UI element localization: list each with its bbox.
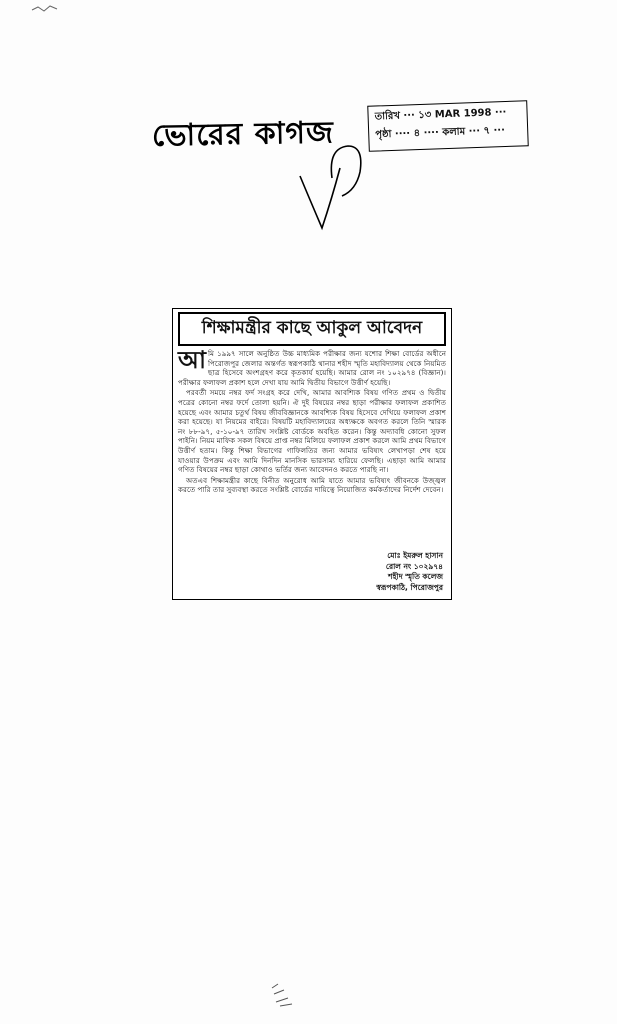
paragraph-1-text: মি ১৯৯৭ সালে অনুষ্ঠিত উচ্চ মাধ্যমিক পরীক্ষার জন্য যশোর শিক্ষা বোর্ডের অধীনে পিরোজপুর জেলার অন্তর্গত স্বরূপকাঠি থানার শহীদ স্মৃতি মহাবিদ্যালয় থেকে নিয়মিত ছাত্র হিসেবে অংশগ্রহণ করে কৃতকার্য হয়েছি। আমার রোল নং ১০২৯৭৪ (বিজ্ঞান)। পরীক্ষার ফলাফল প্রকাশ হলে দেখা যায় আমি দ্বিতীয় বিভাগে উত্তীর্ণ হয়েছি। — [178, 349, 446, 387]
signature-block — [376, 551, 443, 593]
archive-stamp — [367, 100, 529, 152]
scan-footer-mark — [268, 980, 298, 1010]
stamp-date-row: তারিখ ··· ১৩ MAR 1998 ··· — [374, 106, 507, 123]
scan-noise-mark — [30, 4, 60, 14]
signature-roll: রোল নং ১০২৯৭৪ — [385, 561, 443, 571]
stamp-date-value: ১৩ MAR 1998 — [418, 107, 492, 122]
drop-cap: আ — [178, 346, 206, 374]
clipping-body — [178, 346, 446, 495]
stamp-column-label: কলাম — [442, 126, 466, 139]
stamp-column-value: ৭ — [483, 125, 491, 137]
stamp-page-label: পৃষ্ঠা — [375, 128, 392, 141]
clipping-paragraph-3: অতএব শিক্ষামন্ত্রীর কাছে বিনীত অনুরোধ আমি যাতে আমার ভবিষ্যৎ জীবনকে উজ্জ্বল করতে পারি তার সুব্যবস্থা করতে সংশ্লিষ্ট বোর্ডের দায়িত্বে নিয়োজিত কর্মকর্তাদের নির্দেশ দেবেন। — [178, 475, 446, 495]
stamp-date-label: তারিখ — [374, 110, 401, 123]
clipping-headline: শিক্ষামন্ত্রীর কাছে আকুল আবেদন — [178, 312, 446, 346]
signature-location: স্বরূপকাঠি, পিরোজপুর — [376, 582, 443, 592]
newspaper-clipping — [172, 308, 452, 600]
stamp-page-row: পৃষ্ঠা ···· ৪ ···· কলাম ··· ৭ ··· — [375, 125, 506, 141]
stamp-page-value: ৪ — [413, 127, 421, 140]
clipping-paragraph-2: পরবর্তী সময়ে নম্বর ফর্দ সংগ্রহ করে দেখি, আমার আবশ্যিক বিষয় গণিত প্রথম ও দ্বিতীয় পত্রের কোনো নম্বর ফর্দে তোলা হয়নি। ঐ দুই বিষয়ের নম্বর ছাড়া পরীক্ষার ফলাফল প্রকাশিত হয়েছে এবং আমার চতুর্থ বিষয় জীববিজ্ঞানকে আবশ্যিক বিষয় হিসেবে দেখিয়ে ফলাফল প্রকাশ করা হয়েছে। যা নিয়মের বাইরে। বিষয়টি মহাবিদ্যালয়ের অধ্যক্ষকে অবগত করলে তিনি স্মারক নং ৮৮-৯৭, ৫-১০-৯৭ তারিখ সংশ্লিষ্ট বোর্ডকে অবহিত করেন। কিন্তু অদ্যাবধি কোনো সুফল পাইনি। নিয়ম মাফিক সকল বিষয়ে প্রাপ্ত নম্বর মিলিয়ে ফলাফল প্রকাশ করলে আমি প্রথম বিভাগে উত্তীর্ণ হতাম। কিন্তু শিক্ষা বিভাগের গাফিলতির জন্য আমার ভবিষ্যৎ লেখাপড়া শেষ হয়ে যাওয়ার উপক্রম এবং আমি দিনদিন মানসিক ভারসাম্য হারিয়ে ফেলছি। এছাড়া আমি আমার গণিত বিষয়ের নম্বর ছাড়া কোথাও ভর্তির জন্য আবেদনও করতে পারছি না। — [178, 388, 446, 475]
signature-college: শহীদ স্মৃতি কলেজ — [388, 572, 443, 581]
handwritten-mark — [292, 138, 372, 238]
newspaper-masthead: ভোরের কাগজ — [151, 115, 335, 154]
clipping-paragraph-1 — [178, 346, 446, 387]
signature-name: মোঃ ইমরুল হাসান — [387, 551, 443, 560]
